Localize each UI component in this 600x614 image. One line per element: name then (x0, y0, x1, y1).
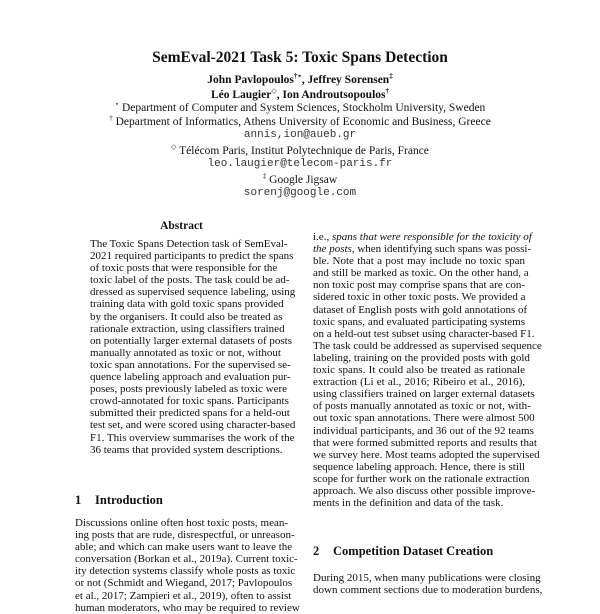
abstract-body (90, 238, 296, 456)
author-name: Léo Laugier (210, 88, 272, 101)
text-line: non toxic post may comprise spans that are con- (313, 279, 526, 292)
text-line: we survey here. Most teams adopted the supervised (313, 448, 540, 461)
italic-text: spans that were responsible for the toxicity of (331, 231, 532, 243)
section-number: 2 (313, 544, 320, 558)
text-line: down comment sections due to moderation burdens, (313, 584, 543, 597)
affiliation (0, 100, 600, 114)
text-line: The Toxic Spans Detection task of SemEval- (90, 238, 288, 250)
text-line: The task could be addressed as supervised sequence (313, 339, 542, 352)
text-line: toxic spans. It could also be treated as rationale (313, 364, 525, 377)
text-line: During 2015, when many publications were closing (313, 572, 541, 584)
affiliation-text: Google Jigsaw (266, 173, 338, 186)
text-line: et al., 2017; Zampieri et al., 2019), often to assist (75, 589, 292, 602)
text-line: and still be marked as toxic. On the other hand, a (313, 267, 529, 280)
text-line: manually annotated as toxic or not, without (90, 346, 281, 359)
text-line: labeling, training on the provided posts with gold (313, 351, 530, 364)
author-mark: †⋆ (293, 72, 302, 80)
text-line: test set, and were scored using character-based (90, 419, 296, 432)
text-line: out toxic span annotations. There were almost 500 (313, 412, 535, 425)
section-2-heading (313, 544, 493, 559)
text-line: training data with gold toxic spans provided (90, 298, 284, 311)
paper-title: SemEval-2021 Task 5: Toxic Spans Detection (152, 49, 448, 66)
text-line: quence labeling approach and evaluation pur- (90, 371, 291, 384)
email: leo.laugier@telecom-paris.fr (207, 158, 393, 170)
text-line: extraction (Li et al., 2016; Ribeiro et al., 2016), (313, 376, 525, 389)
author-mark: ◇ (271, 87, 277, 95)
text-line: by the organisers. It could also be treated as (90, 310, 283, 323)
text-line: ing posts that are rude, disrespectful, or unreason- (75, 529, 295, 542)
text-line: that were formed submitted reports and results that (313, 436, 537, 449)
text-line: poses, posts previously labeled as toxic were (90, 383, 288, 396)
email: annis,ion@aueb.gr (243, 129, 357, 141)
text-line: 36 teams that provided system descriptions. (90, 443, 283, 456)
author-mark: † (385, 87, 390, 95)
affiliation-text: Department of Computer and System Sciences, Stockholm University, Sweden (119, 101, 486, 114)
text-line: approach. We also discuss other possible improve- (313, 484, 536, 497)
affiliation-text: Department of Informatics, Athens University of Economic and Business, Greece (112, 115, 491, 128)
author-mark: ‡ (389, 72, 393, 80)
section-title: Competition Dataset Creation (333, 544, 494, 558)
text-line: toxic span annotations. For the supervised se- (90, 358, 291, 371)
section-number: 1 (75, 493, 82, 507)
text-line: individual participants, and 36 out of the 92 teams (313, 424, 534, 437)
section-title: Introduction (95, 493, 163, 507)
section-2-body (313, 572, 543, 597)
section-1-heading (75, 493, 163, 508)
text-line: crowd-annotated for toxic spans. Participants (90, 395, 289, 408)
text-line: of toxic posts that were responsible for the (90, 262, 278, 275)
text-line: sidered toxic in other toxic posts. We provided a (313, 291, 526, 304)
text-line: ble. Note that a post may include no toxic span (313, 255, 525, 268)
text-line: 2021 required participants to predict the spans (90, 250, 294, 263)
affiliation (0, 143, 600, 157)
authors-line-2 (0, 86, 600, 101)
affiliation-text: Télécom Paris, Institut Polytechnique de Paris, France (176, 144, 429, 157)
authors-line-1 (0, 72, 600, 86)
text-line: Discussions online often host toxic posts, mean- (75, 517, 288, 529)
affiliation (0, 172, 600, 186)
author-name: , Ion Androutsopoulos (276, 88, 386, 101)
text-line: toxic label of the posts. The task could be ad- (90, 274, 290, 287)
introduction-body (75, 517, 300, 614)
text-line: the posts, when identifying such spans was possi- (313, 243, 532, 256)
text-line: on a held-out test subset using character-based F1. (313, 327, 535, 340)
text-line: able; and which can make users want to leave the (75, 541, 293, 554)
text-line: or not (Schmidt and Wiegand, 2017; Pavlopoulos (75, 577, 293, 590)
text-line: dressed as supervised sequence labeling, using (90, 286, 296, 299)
text-line: F1. This overview summarises the work of the (90, 431, 295, 444)
email: sorenj@google.com (243, 187, 357, 199)
affiliation-mark: ‡ (262, 172, 267, 180)
text-line: conversation (Borkan et al., 2019a). Current toxic- (75, 553, 298, 566)
affiliation (0, 114, 600, 128)
author-name: , Jeffrey Sorensen (301, 73, 390, 86)
introduction-body-continued (313, 231, 542, 510)
abstract-heading: Abstract (160, 220, 203, 232)
text-line: ity detection systems classify whole posts as toxic (75, 565, 296, 578)
text-line: scope for further work on the rationale extraction (313, 472, 530, 485)
text-line: using classifiers trained on larger external datasets (313, 388, 535, 401)
affiliation-mark: ⋆ (114, 100, 120, 108)
text-line: rationale extraction, using classifiers trained (90, 322, 285, 335)
text-line: on potentially larger external datasets of posts (90, 334, 293, 347)
text-line: i.e., spans that were responsible for the toxicity of (313, 231, 532, 243)
affiliation-mark: † (109, 114, 113, 122)
text-line: sequence labeling approach. Hence, there is still (313, 460, 525, 473)
text-line: ments in the definition and data of the task. (313, 497, 504, 510)
affiliation-mark: ◇ (171, 143, 177, 151)
text-line: toxic spans, and evaluated participating systems (313, 315, 525, 328)
text-line: submitted their predicted spans for a held-out (90, 407, 290, 420)
text-line: human moderators, who may be required to review (75, 601, 300, 614)
text-line: dataset of English posts with gold annotations of (313, 303, 528, 316)
author-name: John Pavlopoulos (207, 73, 294, 86)
italic-text: the posts (313, 243, 352, 256)
text-line: of posts manually annotated as toxic or not, with- (313, 400, 531, 413)
